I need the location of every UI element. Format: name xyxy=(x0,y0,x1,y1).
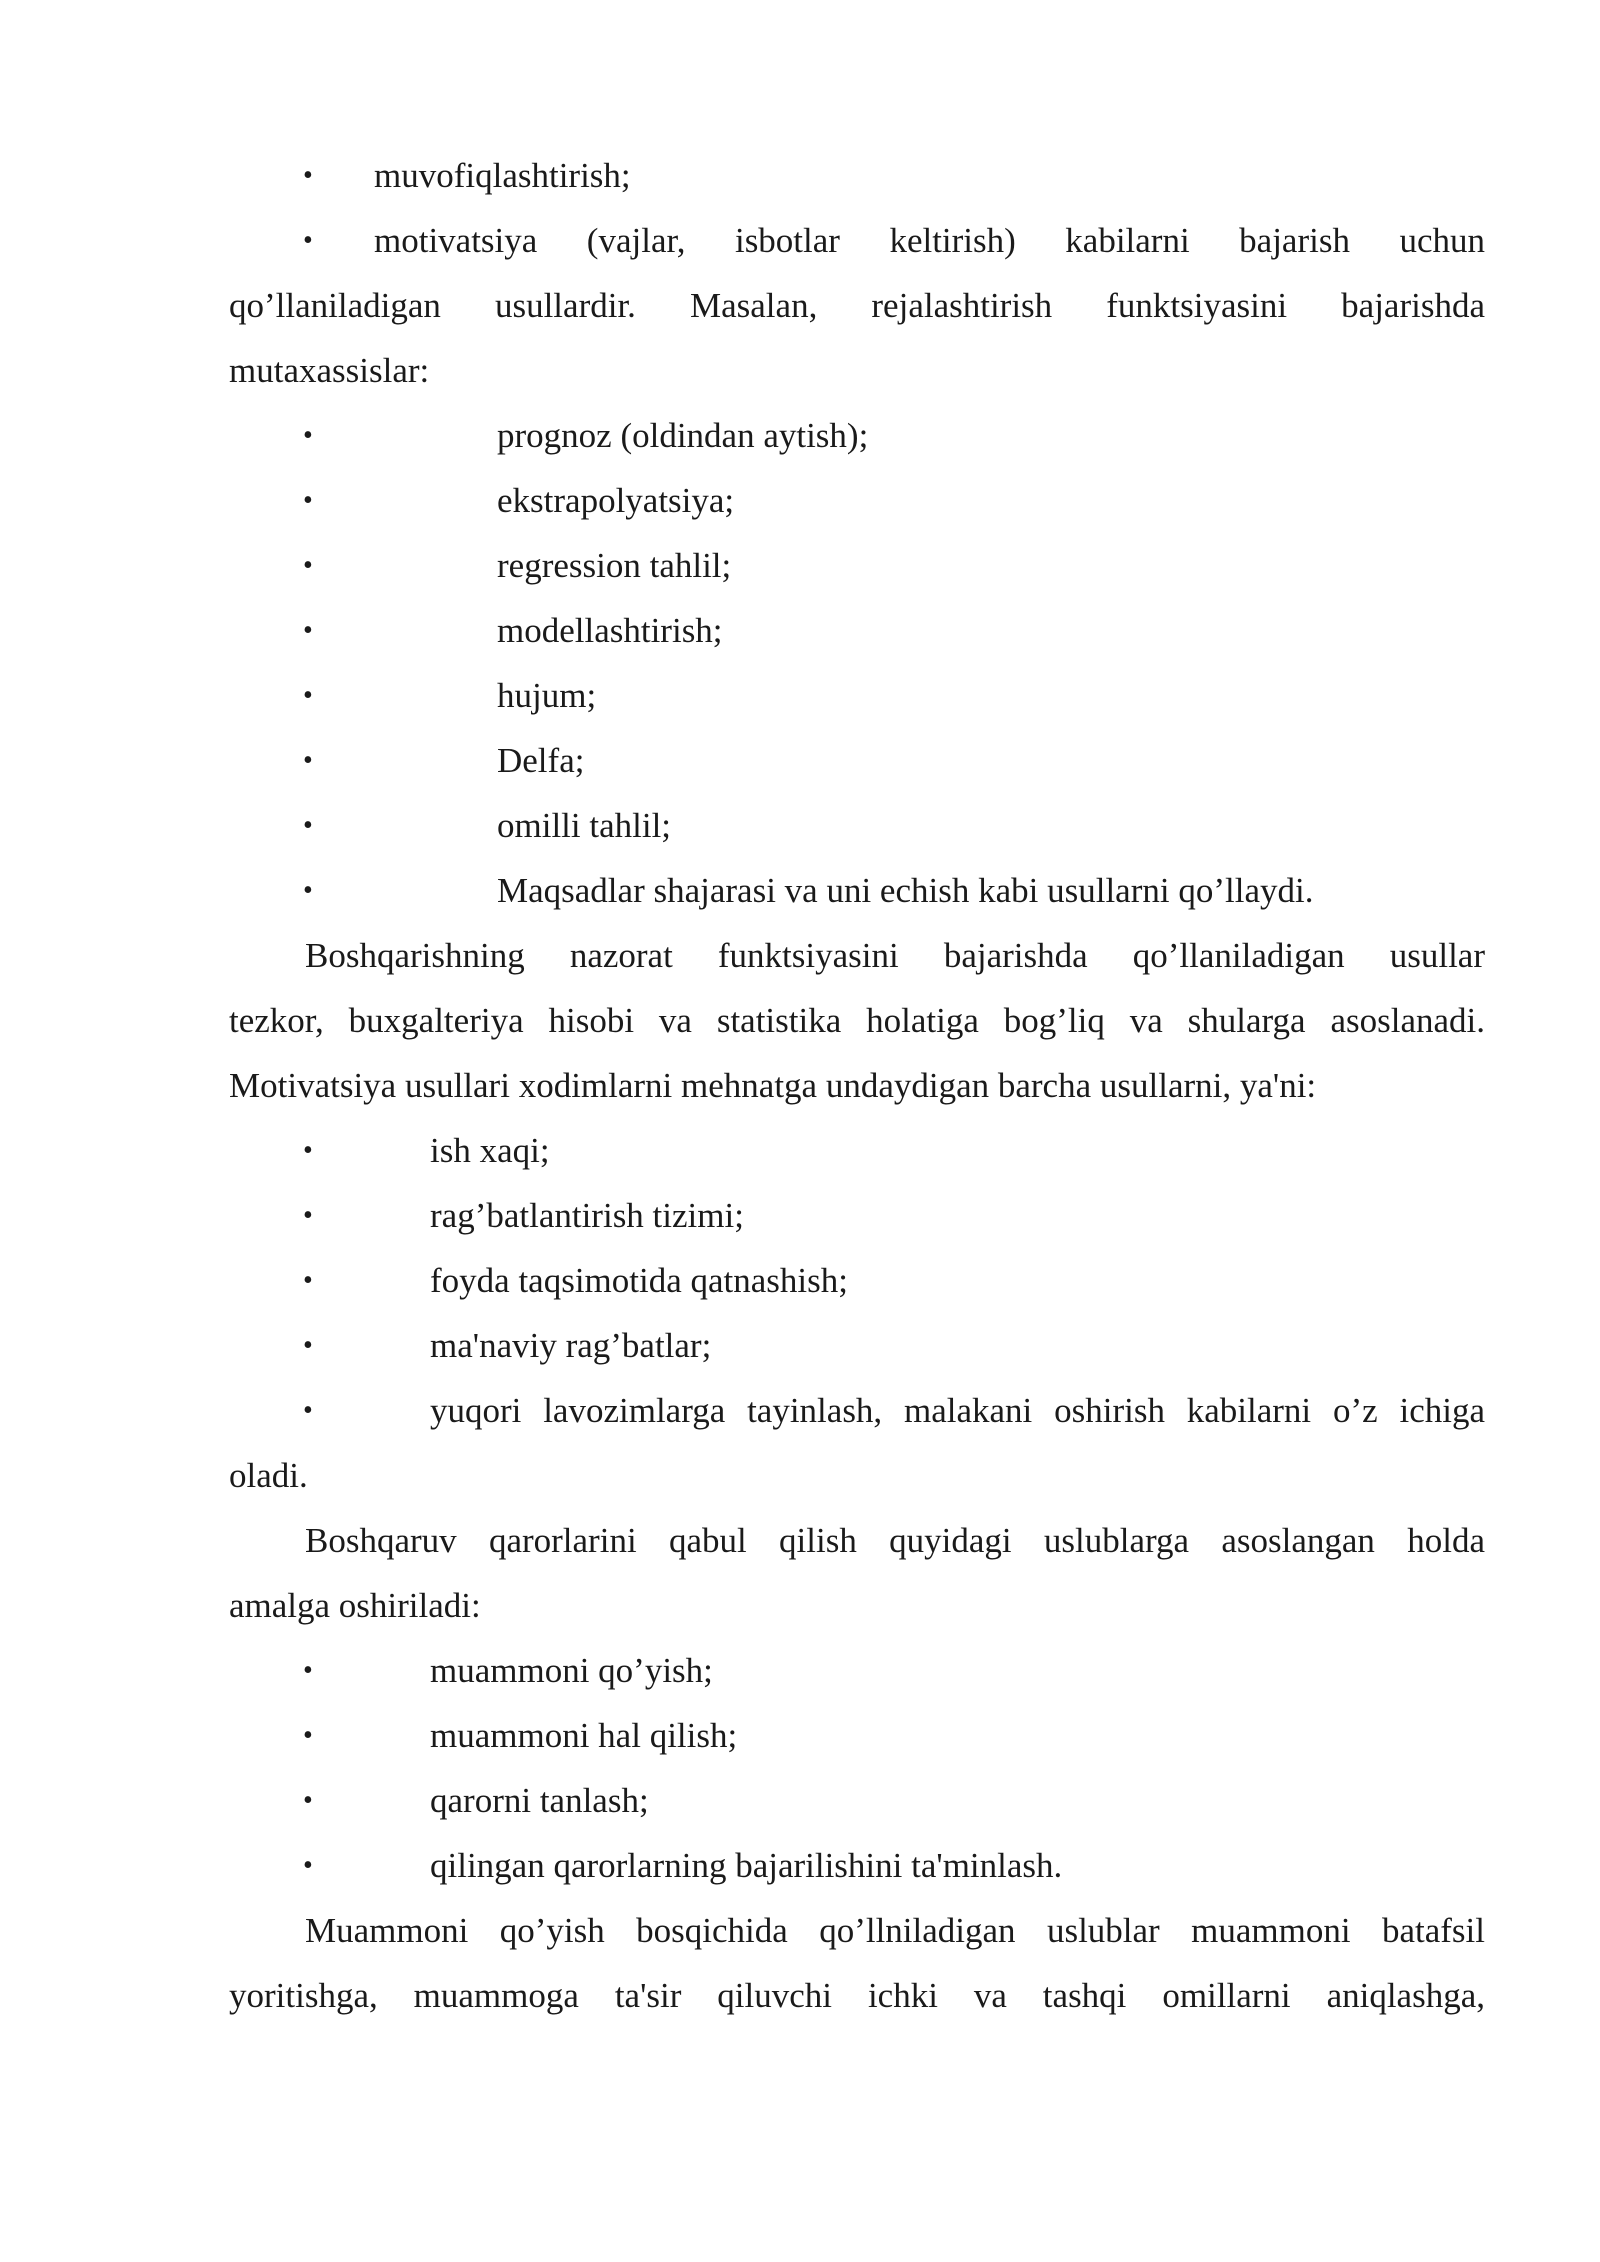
list-item-text: regression tahlil; xyxy=(497,546,732,585)
list-item xyxy=(229,1638,1485,1703)
list-item xyxy=(229,1248,1485,1313)
bullet-icon: • xyxy=(303,615,313,646)
list-item-text: rag’batlantirish tizimi; xyxy=(430,1196,744,1235)
bullet-icon: • xyxy=(303,1330,313,1361)
bullet-icon: • xyxy=(303,1655,313,1686)
bullet-icon: • xyxy=(303,420,313,451)
list-item xyxy=(229,1313,1485,1378)
list-item xyxy=(229,598,1485,663)
paragraph-line: tezkor, buxgalteriya hisobi va statistika holatiga bog’liq va shularga asoslanadi. xyxy=(229,1001,1485,1040)
bullet-icon: • xyxy=(303,1720,313,1751)
list-item-text: foyda taqsimotida qatnashish; xyxy=(430,1261,848,1300)
list-item xyxy=(229,1183,1485,1248)
list-item-text: muvofiqlashtirish; xyxy=(374,156,631,195)
bullet-icon: • xyxy=(303,680,313,711)
paragraph-line: oladi. xyxy=(229,1456,308,1495)
list-item xyxy=(229,468,1485,533)
list-item-text: motivatsiya (vajlar, isbotlar keltirish) kabilarni bajarish uchun xyxy=(374,221,1485,260)
list-item-text: Maqsadlar shajarasi va uni echish kabi usullarni qo’llaydi. xyxy=(497,871,1314,910)
bullet-icon: • xyxy=(303,745,313,776)
bullet-icon: • xyxy=(303,225,313,256)
list-item-text: hujum; xyxy=(497,676,597,715)
list-item xyxy=(229,728,1485,793)
list-item xyxy=(229,533,1485,598)
list-item-text: yuqori lavozimlarga tayinlash, malakani oshirish kabilarni o’z ichiga xyxy=(430,1391,1485,1430)
list-item xyxy=(229,1833,1485,1898)
list-item xyxy=(229,1768,1485,1833)
document-body xyxy=(229,143,1485,2028)
list-item-text: prognoz (oldindan aytish); xyxy=(497,416,869,455)
paragraph-line: qo’llaniladigan usullardir. Masalan, rejalashtirish funktsiyasini bajarishda xyxy=(229,286,1485,325)
list-item xyxy=(229,793,1485,858)
bullet-icon: • xyxy=(303,550,313,581)
list-item xyxy=(229,208,1485,273)
paragraph-line: Motivatsiya usullari xodimlarni mehnatga undaydigan barcha usullarni, ya'ni: xyxy=(229,1066,1317,1105)
paragraph-line: mutaxassislar: xyxy=(229,351,430,390)
bullet-icon: • xyxy=(303,485,313,516)
list-item xyxy=(229,858,1485,923)
paragraph-line: yoritishga, muammoga ta'sir qiluvchi ichki va tashqi omillarni aniqlashga, xyxy=(229,1976,1485,2015)
list-item-text: modellashtirish; xyxy=(497,611,723,650)
list-item-text: muammoni qo’yish; xyxy=(430,1651,713,1690)
paragraph-line: Boshqaruv qarorlarini qabul qilish quyidagi uslublarga asoslangan holda xyxy=(305,1521,1485,1560)
bullet-icon: • xyxy=(303,160,313,191)
bullet-icon: • xyxy=(303,1850,313,1881)
list-item xyxy=(229,663,1485,728)
list-item xyxy=(229,1378,1485,1443)
bullet-icon: • xyxy=(303,1135,313,1166)
bullet-icon: • xyxy=(303,1265,313,1296)
list-item-text: qilingan qarorlarning bajarilishini ta'minlash. xyxy=(430,1846,1063,1885)
list-item-text: Delfa; xyxy=(497,741,585,780)
bullet-icon: • xyxy=(303,1395,313,1426)
list-item-text: muammoni hal qilish; xyxy=(430,1716,738,1755)
list-item-text: ma'naviy rag’batlar; xyxy=(430,1326,712,1365)
list-item xyxy=(229,1118,1485,1183)
list-item-text: ish xaqi; xyxy=(430,1131,550,1170)
list-item xyxy=(229,1703,1485,1768)
paragraph-line: Boshqarishning nazorat funktsiyasini bajarishda qo’llaniladigan usullar xyxy=(305,936,1485,975)
list-item-text: omilli tahlil; xyxy=(497,806,672,845)
paragraph-line: Muammoni qo’yish bosqichida qo’llniladigan uslublar muammoni batafsil xyxy=(305,1911,1485,1950)
bullet-icon: • xyxy=(303,810,313,841)
list-item xyxy=(229,143,1485,208)
bullet-icon: • xyxy=(303,1200,313,1231)
bullet-icon: • xyxy=(303,875,313,906)
list-item-text: ekstrapolyatsiya; xyxy=(497,481,735,520)
list-item xyxy=(229,403,1485,468)
list-item-text: qarorni tanlash; xyxy=(430,1781,649,1820)
bullet-icon: • xyxy=(303,1785,313,1816)
paragraph-line: amalga oshiriladi: xyxy=(229,1586,481,1625)
